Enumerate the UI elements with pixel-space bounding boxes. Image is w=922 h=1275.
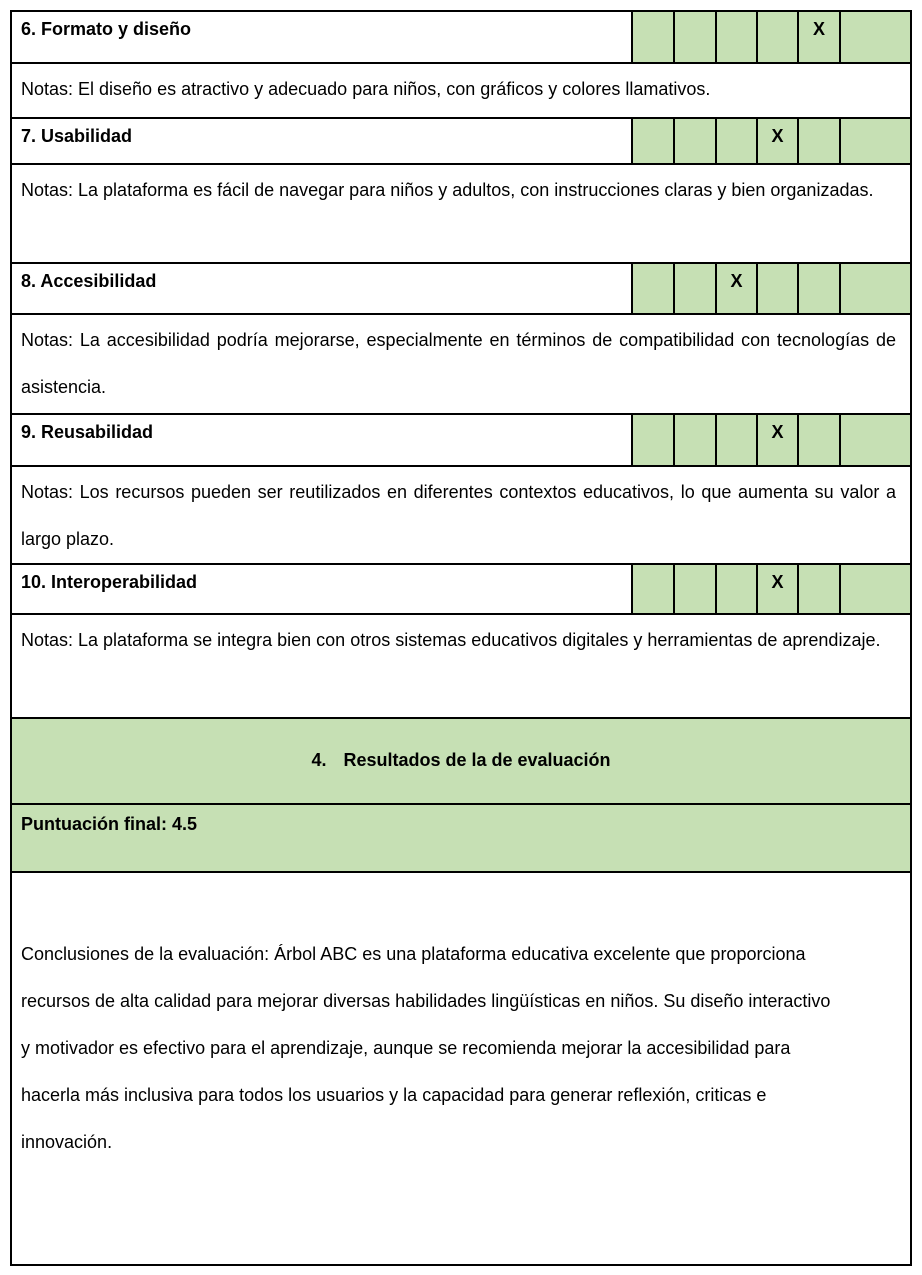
- notes-row: [11, 63, 911, 118]
- rating-cell: [716, 564, 757, 614]
- rating-cell: [757, 263, 798, 314]
- criterion-label: 7. Usabilidad: [11, 118, 632, 164]
- results-section-number: 4.: [311, 750, 327, 770]
- results-section-title: Resultados de la de evaluación: [343, 750, 611, 770]
- rating-cell: [840, 564, 911, 614]
- rating-cell: [632, 564, 674, 614]
- rating-cell: [757, 11, 798, 63]
- rating-cell: [716, 11, 757, 63]
- rating-cell: [674, 414, 716, 466]
- rating-cell: [632, 11, 674, 63]
- rating-cell: [674, 11, 716, 63]
- criterion-notes: Notas: La plataforma es fácil de navegar para niños y adultos, con instrucciones claras y bien organizadas.: [11, 164, 911, 263]
- rating-cell: [632, 118, 674, 164]
- criterion-row: [11, 118, 911, 164]
- rating-cell: [632, 414, 674, 466]
- criterion-notes: Notas: Los recursos pueden ser reutilizados en diferentes contextos educativos, lo que aumenta su valor a largo plazo.: [11, 466, 911, 564]
- rating-cell: [840, 11, 911, 63]
- rating-cell: X: [757, 564, 798, 614]
- criterion-notes: Notas: La accesibilidad podría mejorarse, especialmente en términos de compatibilidad con tecnologías de asistencia.: [11, 314, 911, 414]
- rating-cell: [798, 564, 840, 614]
- final-score: Puntuación final: 4.5: [11, 804, 911, 872]
- rating-cell: X: [716, 263, 757, 314]
- rating-cell: [798, 118, 840, 164]
- notes-row: [11, 466, 911, 564]
- criterion-row: [11, 414, 911, 466]
- rating-cell: [674, 263, 716, 314]
- notes-row: [11, 614, 911, 718]
- rating-cell: [840, 118, 911, 164]
- rating-cell: X: [757, 118, 798, 164]
- rating-cell: [716, 118, 757, 164]
- criterion-label: 10. Interoperabilidad: [11, 564, 632, 614]
- criterion-notes: Notas: La plataforma se integra bien con otros sistemas educativos digitales y herramientas de aprendizaje.: [11, 614, 911, 718]
- notes-row: [11, 164, 911, 263]
- criterion-row: [11, 564, 911, 614]
- results-header-row: [11, 718, 911, 804]
- criterion-notes: Notas: El diseño es atractivo y adecuado para niños, con gráficos y colores llamativos.: [11, 63, 911, 118]
- conclusions-text: Conclusiones de la evaluación: Árbol ABC es una plataforma educativa excelente que proporciona recursos de alta calidad para mejorar diversas habilidades lingüísticas en niños. Su diseño interactivo y motivador es efectivo para el aprendizaje, aunque se recomienda mejorar la accesibilidad para hacerla más inclusiva para todos los usuarios y la capacidad para generar reflexión, criticas e innovación.: [11, 872, 911, 1265]
- rating-cell: [798, 263, 840, 314]
- rating-cell: X: [757, 414, 798, 466]
- rating-cell: [674, 564, 716, 614]
- results-section-header: [11, 718, 911, 804]
- final-score-row: [11, 804, 911, 872]
- rating-cell: [632, 263, 674, 314]
- rating-cell: [798, 414, 840, 466]
- evaluation-rubric-table: [10, 10, 912, 1266]
- criterion-label: 9. Reusabilidad: [11, 414, 632, 466]
- rating-cell: [840, 263, 911, 314]
- criterion-label: 8. Accesibilidad: [11, 263, 632, 314]
- rating-cell: X: [798, 11, 840, 63]
- criterion-row: [11, 263, 911, 314]
- rating-cell: [674, 118, 716, 164]
- notes-row: [11, 314, 911, 414]
- criterion-row: [11, 11, 911, 63]
- rating-cell: [716, 414, 757, 466]
- rating-cell: [840, 414, 911, 466]
- conclusions-row: [11, 872, 911, 1265]
- criterion-label: 6. Formato y diseño: [11, 11, 632, 63]
